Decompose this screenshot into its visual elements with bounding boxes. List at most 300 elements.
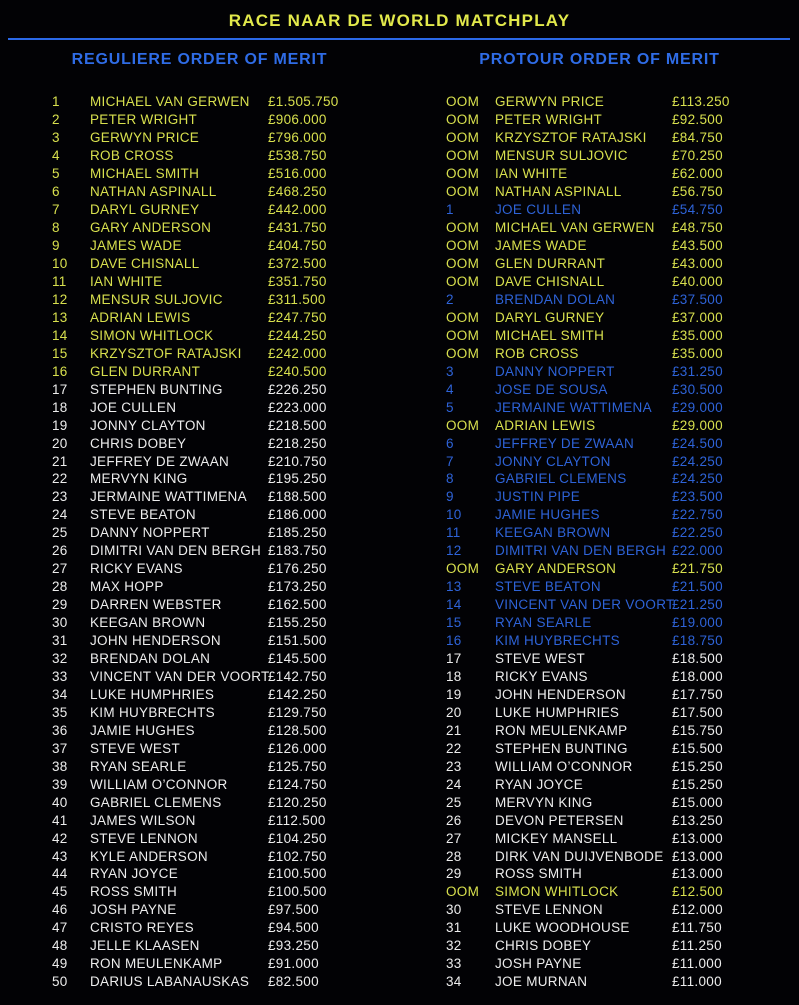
rank-cell: 31 — [446, 920, 462, 936]
table-row — [0, 470, 399, 488]
player-name-cell: JUSTIN PIPE — [495, 489, 581, 505]
rank-cell: 21 — [52, 453, 68, 469]
rank-cell: OOM — [446, 184, 480, 200]
player-name-cell: DANNY NOPPERT — [90, 525, 210, 541]
player-name-cell: RYAN SEARLE — [90, 758, 187, 774]
divider-line — [8, 38, 790, 40]
rank-cell: 6 — [446, 435, 454, 451]
table-row — [400, 937, 799, 955]
table-row — [0, 883, 399, 901]
rank-cell: 1 — [446, 202, 454, 218]
table-row — [400, 650, 799, 668]
table-row — [400, 255, 799, 273]
table-row — [400, 757, 799, 775]
amount-cell: £13.000 — [672, 848, 723, 864]
table-row — [400, 865, 799, 883]
rank-cell: 3 — [446, 363, 454, 379]
amount-cell: £188.500 — [268, 489, 327, 505]
table-row — [0, 955, 399, 973]
amount-cell: £538.750 — [268, 148, 327, 164]
amount-cell: £48.750 — [672, 220, 723, 236]
amount-cell: £29.000 — [672, 417, 723, 433]
amount-cell: £145.500 — [268, 651, 327, 667]
player-name-cell: RON MEULENKAMP — [495, 722, 628, 738]
table-row — [0, 237, 399, 255]
player-name-cell: JAMES WILSON — [90, 812, 196, 828]
table-row — [0, 811, 399, 829]
table-row — [0, 362, 399, 380]
amount-cell: £195.250 — [268, 471, 327, 487]
player-name-cell: ADRIAN LEWIS — [495, 417, 596, 433]
rank-cell: OOM — [446, 238, 480, 254]
player-name-cell: KYLE ANDERSON — [90, 848, 208, 864]
amount-cell: £92.500 — [672, 112, 723, 128]
amount-cell: £24.250 — [672, 453, 723, 469]
table-row — [400, 237, 799, 255]
player-name-cell: VINCENT VAN DER VOORT — [90, 668, 270, 684]
rank-cell: 34 — [52, 686, 68, 702]
table-row — [400, 721, 799, 739]
amount-cell: £372.500 — [268, 256, 327, 272]
amount-cell: £19.000 — [672, 615, 723, 631]
amount-cell: £15.250 — [672, 776, 723, 792]
rank-cell: 25 — [446, 794, 462, 810]
rank-cell: 6 — [52, 184, 60, 200]
amount-cell: £102.750 — [268, 848, 327, 864]
rank-cell: 49 — [52, 956, 68, 972]
player-name-cell: DAVE CHISNALL — [495, 274, 605, 289]
amount-cell: £15.000 — [672, 794, 723, 810]
rank-cell: OOM — [446, 148, 480, 164]
table-row — [0, 488, 399, 506]
amount-cell: £210.750 — [268, 453, 327, 469]
amount-cell: £22.000 — [672, 543, 723, 559]
amount-cell: £185.250 — [268, 525, 327, 541]
rank-cell: 5 — [52, 166, 60, 182]
protour-order-of-merit-table — [400, 93, 799, 991]
table-row — [0, 542, 399, 560]
player-name-cell: LUKE WOODHOUSE — [495, 920, 630, 936]
rank-cell: 30 — [52, 615, 68, 631]
player-name-cell: JOE CULLEN — [495, 202, 582, 218]
rank-cell: 22 — [52, 471, 68, 487]
rank-cell: 46 — [52, 902, 68, 918]
rank-cell: 18 — [446, 668, 462, 684]
amount-cell: £62.000 — [672, 166, 723, 182]
player-name-cell: KEEGAN BROWN — [90, 615, 206, 631]
table-row — [0, 416, 399, 434]
rank-cell: 42 — [52, 830, 68, 846]
player-name-cell: MERVYN KING — [495, 794, 593, 810]
player-name-cell: CHRIS DOBEY — [90, 435, 187, 451]
amount-cell: £12.500 — [672, 884, 723, 900]
player-name-cell: KRZYSZTOF RATAJSKI — [495, 130, 647, 146]
amount-cell: £244.250 — [268, 327, 327, 343]
rank-cell: 32 — [52, 651, 68, 667]
player-name-cell: GLEN DURRANT — [495, 256, 606, 272]
player-name-cell: DARIUS LABANAUSKAS — [90, 974, 250, 990]
player-name-cell: GABRIEL CLEMENS — [90, 794, 222, 810]
table-row — [0, 93, 399, 111]
amount-cell: £11.000 — [672, 956, 722, 972]
rank-cell: 36 — [52, 722, 68, 738]
amount-cell: £21.250 — [672, 597, 723, 613]
table-row — [400, 111, 799, 129]
table-row — [400, 632, 799, 650]
amount-cell: £35.000 — [672, 345, 723, 361]
table-row — [400, 344, 799, 362]
amount-cell: £125.750 — [268, 758, 327, 774]
amount-cell: £311.500 — [268, 291, 326, 307]
rank-cell: 47 — [52, 920, 68, 936]
rank-cell: 38 — [52, 758, 68, 774]
player-name-cell: KIM HUYBRECHTS — [90, 704, 215, 720]
amount-cell: £240.500 — [268, 363, 327, 379]
table-row — [0, 183, 399, 201]
table-row — [0, 829, 399, 847]
rank-cell: 29 — [446, 866, 462, 882]
rank-cell: 33 — [52, 668, 68, 684]
amount-cell: £128.500 — [268, 722, 327, 738]
table-row — [0, 685, 399, 703]
player-name-cell: DIMITRI VAN DEN BERGH — [90, 543, 262, 559]
rank-cell: OOM — [446, 94, 480, 110]
table-row — [400, 129, 799, 147]
rank-cell: 27 — [446, 830, 462, 846]
rank-cell: 17 — [446, 651, 462, 667]
amount-cell: £54.750 — [672, 202, 723, 218]
rank-cell: 12 — [446, 543, 462, 559]
amount-cell: £21.500 — [672, 579, 723, 595]
player-name-cell: DARREN WEBSTER — [90, 597, 222, 613]
table-row — [0, 434, 399, 452]
rank-cell: OOM — [446, 274, 480, 289]
amount-cell: £155.250 — [268, 615, 327, 631]
table-row — [400, 434, 799, 452]
table-row — [400, 273, 799, 291]
table-row — [0, 201, 399, 219]
rank-cell: OOM — [446, 220, 480, 236]
player-name-cell: ROSS SMITH — [90, 884, 178, 900]
rank-cell: OOM — [446, 327, 480, 343]
rank-cell: 10 — [52, 256, 68, 272]
player-name-cell: JOHN HENDERSON — [90, 633, 221, 649]
amount-cell: £183.750 — [268, 543, 327, 559]
rank-cell: 28 — [446, 848, 462, 864]
player-name-cell: MICHAEL VAN GERWEN — [90, 94, 250, 110]
player-name-cell: SIMON WHITLOCK — [90, 327, 214, 343]
player-name-cell: SIMON WHITLOCK — [495, 884, 619, 900]
player-name-cell: IAN WHITE — [90, 274, 163, 289]
amount-cell: £70.250 — [672, 148, 723, 164]
player-name-cell: JERMAINE WATTIMENA — [495, 399, 652, 415]
rank-cell: 40 — [52, 794, 68, 810]
page-title: RACE NAAR DE WORLD MATCHPLAY — [228, 11, 571, 30]
amount-cell: £30.500 — [672, 381, 723, 397]
reguliere-order-of-merit-table — [0, 93, 399, 991]
table-row — [400, 542, 799, 560]
player-name-cell: JOSH PAYNE — [495, 956, 582, 972]
amount-cell: £11.000 — [672, 974, 722, 990]
player-name-cell: PETER WRIGHT — [495, 112, 603, 128]
player-name-cell: GARY ANDERSON — [495, 561, 617, 577]
amount-cell: £11.750 — [672, 920, 722, 936]
table-row — [0, 380, 399, 398]
amount-cell: £13.250 — [672, 812, 723, 828]
column-header-reguliere: REGULIERE ORDER OF MERIT — [71, 51, 328, 68]
amount-cell: £23.500 — [672, 489, 723, 505]
rank-cell: 32 — [446, 938, 462, 954]
player-name-cell: MENSUR SULJOVIC — [90, 291, 223, 307]
rank-cell: 20 — [446, 704, 462, 720]
amount-cell: £226.250 — [268, 381, 327, 397]
rank-cell: 9 — [446, 489, 454, 505]
table-row — [400, 847, 799, 865]
player-name-cell: BRENDAN DOLAN — [495, 291, 616, 307]
rank-cell: OOM — [446, 345, 480, 361]
table-row — [400, 829, 799, 847]
rank-cell: OOM — [446, 884, 480, 900]
amount-cell: £21.750 — [672, 561, 723, 577]
table-row — [400, 183, 799, 201]
amount-cell: £100.500 — [268, 866, 327, 882]
player-name-cell: DIRK VAN DUIJVENBODE — [495, 848, 664, 864]
player-name-cell: DARYL GURNEY — [90, 202, 200, 218]
amount-cell: £43.500 — [672, 238, 723, 254]
amount-cell: £129.750 — [268, 704, 327, 720]
player-name-cell: RYAN JOYCE — [90, 866, 179, 882]
table-row — [400, 488, 799, 506]
table-row — [0, 650, 399, 668]
player-name-cell: MICHAEL SMITH — [90, 166, 200, 182]
rank-cell: 14 — [446, 597, 462, 613]
amount-cell: £15.750 — [672, 722, 723, 738]
player-name-cell: ROB CROSS — [90, 148, 174, 164]
table-row — [400, 973, 799, 991]
player-name-cell: IAN WHITE — [495, 166, 568, 182]
rank-cell: OOM — [446, 309, 480, 325]
rank-cell: 8 — [52, 220, 60, 236]
rank-cell: 45 — [52, 884, 68, 900]
player-name-cell: JELLE KLAASEN — [90, 938, 200, 954]
table-row — [400, 901, 799, 919]
player-name-cell: ADRIAN LEWIS — [90, 309, 191, 325]
table-row — [0, 973, 399, 991]
amount-cell: £176.250 — [268, 561, 327, 577]
player-name-cell: JONNY CLAYTON — [90, 417, 206, 433]
player-name-cell: RYAN JOYCE — [495, 776, 584, 792]
table-row — [400, 290, 799, 308]
rank-cell: 39 — [52, 776, 68, 792]
player-name-cell: CHRIS DOBEY — [495, 938, 592, 954]
rank-cell: 23 — [52, 489, 68, 505]
table-row — [0, 739, 399, 757]
amount-cell: £468.250 — [268, 184, 327, 200]
player-name-cell: JAMIE HUGHES — [90, 722, 195, 738]
rank-cell: OOM — [446, 130, 480, 146]
amount-cell: £112.500 — [268, 812, 326, 828]
player-name-cell: STEVE WEST — [90, 740, 181, 756]
player-name-cell: GERWYN PRICE — [90, 130, 200, 146]
rank-cell: 12 — [52, 291, 68, 307]
table-row — [400, 362, 799, 380]
table-row — [400, 955, 799, 973]
rank-cell: 44 — [52, 866, 68, 882]
table-row — [400, 685, 799, 703]
amount-cell: £1.505.750 — [268, 94, 339, 110]
rank-cell: 24 — [446, 776, 462, 792]
player-name-cell: JAMES WADE — [90, 238, 182, 254]
amount-cell: £18.000 — [672, 668, 723, 684]
table-row — [400, 560, 799, 578]
table-row — [400, 793, 799, 811]
table-row — [400, 219, 799, 237]
amount-cell: £351.750 — [268, 274, 327, 289]
table-row — [0, 865, 399, 883]
rank-cell: 34 — [446, 974, 462, 990]
amount-cell: £37.000 — [672, 309, 723, 325]
rank-cell: 4 — [52, 148, 60, 164]
table-row — [0, 847, 399, 865]
rank-cell: 43 — [52, 848, 68, 864]
rank-cell: 13 — [52, 309, 68, 325]
amount-cell: £142.750 — [268, 668, 327, 684]
rank-cell: OOM — [446, 417, 480, 433]
player-name-cell: MAX HOPP — [90, 579, 164, 595]
amount-cell: £82.500 — [268, 974, 319, 990]
amount-cell: £404.750 — [268, 238, 327, 254]
table-row — [0, 219, 399, 237]
player-name-cell: JAMES WADE — [495, 238, 587, 254]
table-row — [400, 380, 799, 398]
rank-cell: 17 — [52, 381, 68, 397]
player-name-cell: STEVE BEATON — [495, 579, 601, 595]
player-name-cell: LUKE HUMPHRIES — [90, 686, 215, 702]
rank-cell: OOM — [446, 112, 480, 128]
rank-cell: 1 — [52, 94, 60, 110]
column-header-protour: PROTOUR ORDER OF MERIT — [479, 51, 720, 68]
rank-cell: 25 — [52, 525, 68, 541]
player-name-cell: STEVE BEATON — [90, 507, 196, 523]
table-row — [400, 739, 799, 757]
amount-cell: £126.000 — [268, 740, 327, 756]
amount-cell: £162.500 — [268, 597, 327, 613]
rank-cell: 48 — [52, 938, 68, 954]
table-row — [400, 165, 799, 183]
amount-cell: £247.750 — [268, 309, 327, 325]
table-row — [400, 775, 799, 793]
amount-cell: £22.750 — [672, 507, 723, 523]
player-name-cell: GARY ANDERSON — [90, 220, 212, 236]
rank-cell: 4 — [446, 381, 454, 397]
amount-cell: £242.000 — [268, 345, 327, 361]
player-name-cell: MENSUR SULJOVIC — [495, 148, 628, 164]
amount-cell: £18.750 — [672, 633, 723, 649]
table-row — [0, 578, 399, 596]
rank-cell: 18 — [52, 399, 68, 415]
rank-cell: 16 — [446, 633, 462, 649]
player-name-cell: JOSH PAYNE — [90, 902, 177, 918]
player-name-cell: STEVE LENNON — [90, 830, 198, 846]
rank-cell: 2 — [52, 112, 60, 128]
player-name-cell: WILLIAM O’CONNOR — [90, 776, 228, 792]
amount-cell: £17.750 — [672, 686, 723, 702]
amount-cell: £17.500 — [672, 704, 723, 720]
amount-cell: £113.250 — [672, 94, 730, 110]
player-name-cell: DIMITRI VAN DEN BERGH — [495, 543, 667, 559]
table-row — [400, 93, 799, 111]
rank-cell: 30 — [446, 902, 462, 918]
player-name-cell: MICHAEL VAN GERWEN — [495, 220, 655, 236]
player-name-cell: KRZYSZTOF RATAJSKI — [90, 345, 242, 361]
table-row — [0, 703, 399, 721]
table-row — [400, 919, 799, 937]
rank-cell: 19 — [52, 417, 68, 433]
amount-cell: £84.750 — [672, 130, 723, 146]
table-row — [400, 506, 799, 524]
player-name-cell: LUKE HUMPHRIES — [495, 704, 620, 720]
player-name-cell: STEPHEN BUNTING — [90, 381, 223, 397]
rank-cell: 9 — [52, 238, 60, 254]
amount-cell: £218.250 — [268, 435, 327, 451]
table-row — [0, 775, 399, 793]
table-row — [0, 111, 399, 129]
rank-cell: 27 — [52, 561, 68, 577]
table-row — [0, 344, 399, 362]
table-row — [0, 757, 399, 775]
player-name-cell: JAMIE HUGHES — [495, 507, 600, 523]
player-name-cell: RON MEULENKAMP — [90, 956, 223, 972]
player-name-cell: JOHN HENDERSON — [495, 686, 626, 702]
table-row — [0, 308, 399, 326]
table-row — [400, 147, 799, 165]
rank-cell: 33 — [446, 956, 462, 972]
amount-cell: £91.000 — [268, 956, 319, 972]
player-name-cell: MICKEY MANSELL — [495, 830, 618, 846]
table-row — [0, 919, 399, 937]
amount-cell: £516.000 — [268, 166, 327, 182]
player-name-cell: BRENDAN DOLAN — [90, 651, 211, 667]
rank-cell: 8 — [446, 471, 454, 487]
player-name-cell: RICKY EVANS — [495, 668, 588, 684]
amount-cell: £104.250 — [268, 830, 327, 846]
rank-cell: 7 — [52, 202, 60, 218]
rank-cell: 5 — [446, 399, 454, 415]
table-row — [0, 398, 399, 416]
table-row — [0, 273, 399, 291]
table-row — [0, 255, 399, 273]
rank-cell: 28 — [52, 579, 68, 595]
rank-cell: 37 — [52, 740, 68, 756]
amount-cell: £120.250 — [268, 794, 327, 810]
table-row — [400, 578, 799, 596]
rank-cell: 26 — [52, 543, 68, 559]
table-row — [400, 524, 799, 542]
table-row — [0, 452, 399, 470]
table-row — [0, 793, 399, 811]
amount-cell: £431.750 — [268, 220, 327, 236]
rank-cell: OOM — [446, 561, 480, 577]
player-name-cell: DARYL GURNEY — [495, 309, 605, 325]
amount-cell: £15.250 — [672, 758, 723, 774]
player-name-cell: DANNY NOPPERT — [495, 363, 615, 379]
amount-cell: £906.000 — [268, 112, 327, 128]
amount-cell: £22.250 — [672, 525, 723, 541]
table-row — [400, 452, 799, 470]
amount-cell: £173.250 — [268, 579, 327, 595]
rank-cell: 35 — [52, 704, 68, 720]
player-name-cell: JERMAINE WATTIMENA — [90, 489, 247, 505]
